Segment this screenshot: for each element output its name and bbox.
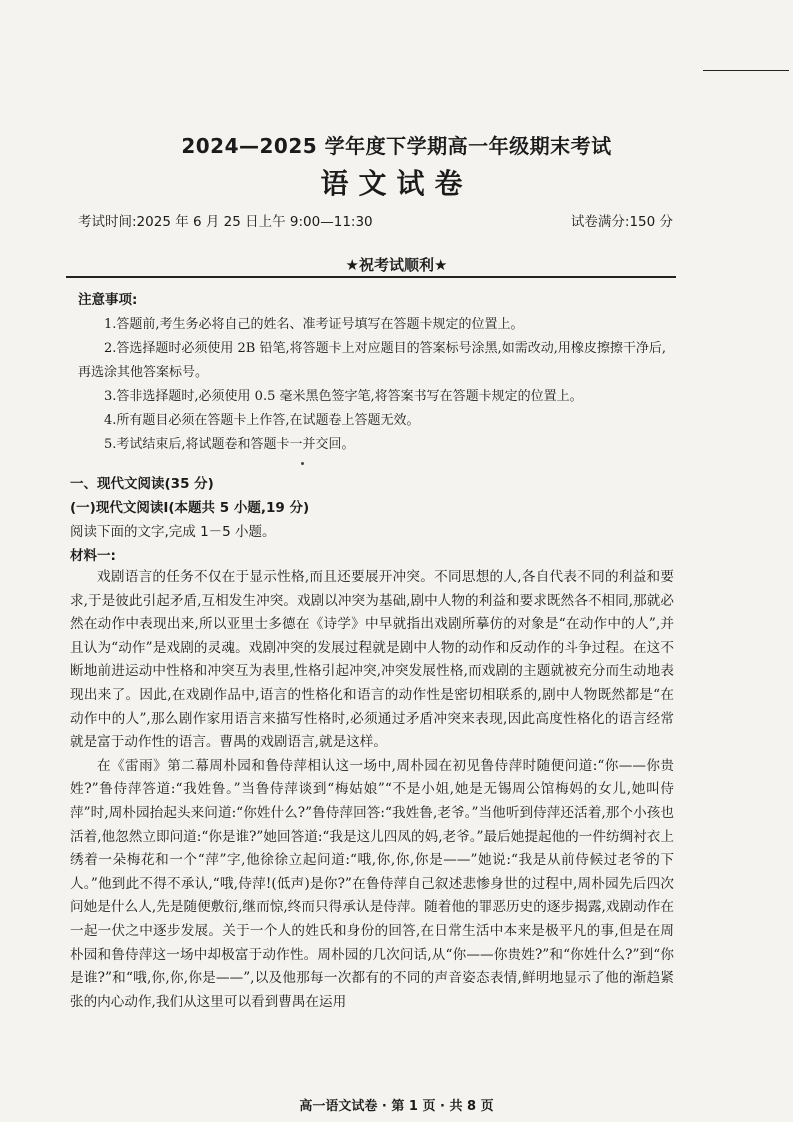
full-score: 试卷满分:150 分 <box>570 214 673 230</box>
good-luck-banner: ★祝考试顺利★ <box>345 256 448 274</box>
note-item: 2.答选择题时必须使用 2B 铅笔,将答题卡上对应题目的答案标号涂黑,如需改动,用橡皮擦擦干净后,再选涂其他答案标号。 <box>78 341 667 380</box>
material-label: 材料一: <box>70 548 116 564</box>
header-rule <box>66 276 676 278</box>
note-item: 4.所有题目必须在答题卡上作答,在试题卷上答题无效。 <box>104 413 420 428</box>
subject-title: 语文试卷 <box>320 167 473 200</box>
passage <box>70 566 674 1014</box>
exam-time: 考试时间:2025 年 6 月 25 日上午 9:00—11:30 <box>78 214 373 230</box>
passage-paragraph: 戏剧语言的任务不仅在于显示性格,而且还要展开冲突。不同思想的人,各自代表不同的利益和要求,于是彼此引起矛盾,互相发生冲突。戏剧以冲突为基础,剧中人物的利益和要求既然各不相同,那就必然在动作中表现出来,所以亚里士多德在《诗学》中早就指出戏剧所摹仿的对象是“在动作中的人”,并且认为“动作”是戏剧的灵魂。戏剧冲突的发展过程就是剧中人物的动作和反动作的斗争过程。在这不断地前进运动中性格和冲突互为表里,性格引起冲突,冲突发展性格,而戏剧的主题就被充分而生动地表现出来了。因此,在戏剧作品中,语言的性格化和语言的动作性是密切相联系的,剧中人物既然都是“在动作中的人”,那么剧作家用语言来描写性格时,必须通过矛盾冲突来表现,因此高度性格化的语言经常就是富于动作性的语言。曹禺的戏剧语言,就是这样。 <box>70 569 674 751</box>
reading-instruction: 阅读下面的文字,完成 1－5 小题。 <box>70 524 276 540</box>
section-heading: 一、现代文阅读(35 分) <box>70 476 214 492</box>
passage-paragraph: 在《雷雨》第二幕周朴园和鲁侍萍相认这一场中,周朴园在初见鲁侍萍时随便问道:“你——你贵姓?”鲁侍萍答道:“我姓鲁。”当鲁侍萍谈到“梅姑娘”“不是小姐,她是无锡周公馆梅妈的女儿,她叫侍萍”时,周朴园抬起头来问道:“你姓什么?”鲁侍萍回答:“我姓鲁,老爷。”当他听到侍萍还活着,那个小孩也活着,他忽然立即问道:“你是谁?”她回答道:“我是这儿四凤的妈,老爷。”最后她提起他的一件纺绸衬衣上绣着一朵梅花和一个“萍”字,他徐徐立起问道:“哦,你,你,你是——”她说:“我是从前侍候过老爷的下人。”他到此不得不承认,“哦,侍萍!(低声)是你?”在鲁侍萍自己叙述悲惨身世的过程中,周朴园先后四次问她是什么人,先是随便敷衍,继而惊,终而只得承认是侍萍。随着他的罪恶历史的逐步揭露,戏剧动作在一起一伏之中逐步发展。关于一个人的姓氏和身份的回答,在日常生活中本来是极平凡的事,但是在周朴园和鲁侍萍这一场中却极富于动作性。周朴园的几次问话,从“你——你贵姓?”和“你姓什么?”到“你是谁?”和“哦,你,你,你是——”,以及他那每一次都有的不同的声音姿态表情,鲜明地显示了他的渐趋紧张的内心动作,我们从这里可以看到曹禺在运用 <box>70 757 674 1010</box>
exam-title: 2024—2025 学年度下学期高一年级期末考试 <box>181 134 612 158</box>
notes-heading: 注意事项: <box>78 292 138 308</box>
exam-meta <box>78 210 673 230</box>
page-footer: 高一语文试卷 · 第 1 页 · 共 8 页 <box>299 1099 494 1114</box>
notes-list <box>78 313 678 457</box>
subsection-heading: (一)现代文阅读Ⅰ(本题共 5 小题,19 分) <box>70 500 310 516</box>
corner-rule <box>703 70 789 71</box>
note-item: 3.答非选择题时,必须使用 0.5 毫米黑色签字笔,将答案书写在答题卡规定的位置上。 <box>104 389 583 404</box>
print-dot <box>301 462 304 465</box>
note-item: 5.考试结束后,将试题卷和答题卡一并交回。 <box>104 437 355 452</box>
note-item: 1.答题前,考生务必将自己的姓名、准考证号填写在答题卡规定的位置上。 <box>104 317 524 332</box>
